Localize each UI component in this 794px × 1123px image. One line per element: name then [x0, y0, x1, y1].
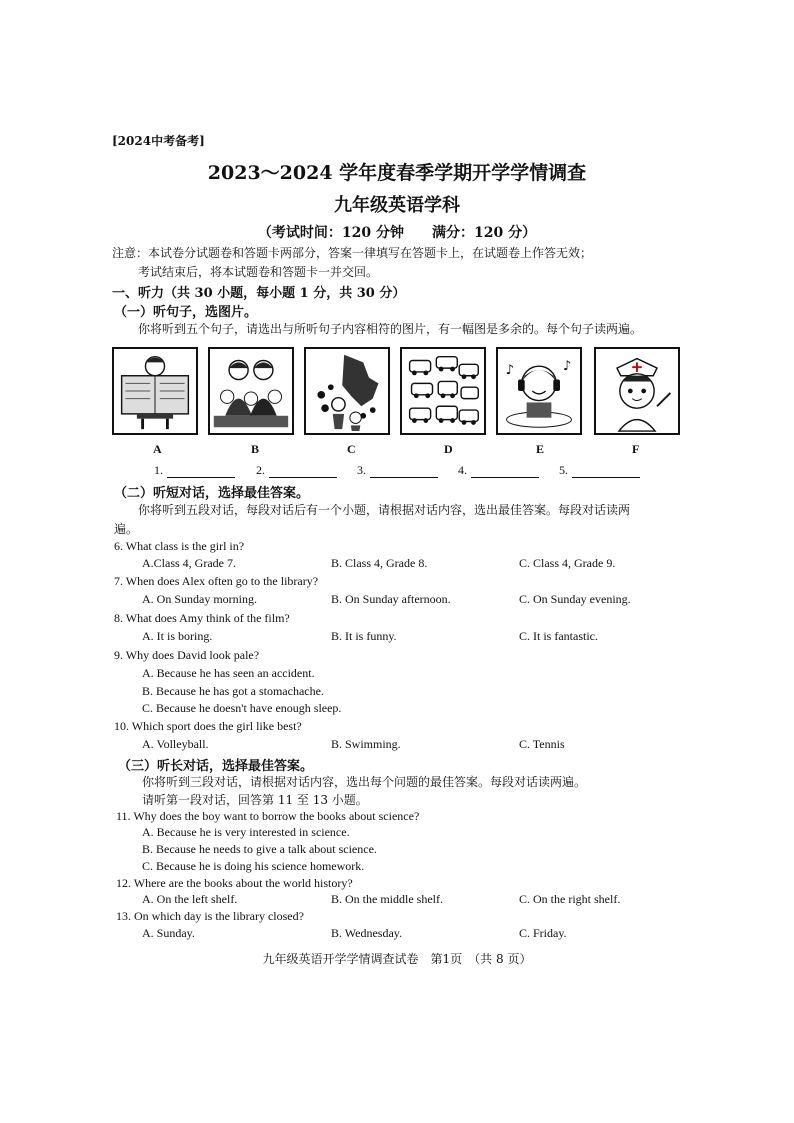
q6-option-a[interactable]: A.Class 4, Grade 7. — [142, 556, 236, 570]
picture-a — [112, 347, 198, 435]
section1-instruction: 你将听到五个句子，请选出与所听句子内容相符的图片，有一幅图是多余的。每个句子读两遍。 — [138, 322, 643, 336]
man-reading-newspaper-icon — [114, 349, 196, 433]
q6-option-b[interactable]: B. Class 4, Grade 8. — [331, 556, 428, 570]
section2-instruction-2: 遍。 — [114, 522, 139, 536]
question-10: 10. Which sport does the girl like best? — [114, 719, 302, 733]
picture-label-e: E — [536, 442, 545, 456]
q11-option-b[interactable]: B. Because he needs to give a talk about science. — [142, 842, 377, 856]
question-7: 7. When does Alex often go to the library? — [114, 574, 319, 588]
picture-label-c: C — [347, 442, 356, 456]
picture-row — [112, 347, 682, 437]
section1-heading: （一）听句子，选图片。 — [114, 305, 258, 320]
exam-tag: [2024中考备考] — [112, 134, 205, 148]
page-footer: 九年级英语开学学情调查试卷 第1页 （共 8 页） — [262, 952, 532, 966]
question-6: 6. What class is the girl in? — [114, 539, 245, 553]
part1-heading: 一、听力（共 30 小题，每小题 1 分，共 30 分） — [112, 286, 406, 301]
answer-blank-4[interactable]: 4. — [458, 463, 539, 478]
picture-e — [496, 347, 582, 435]
q11-option-a[interactable]: A. Because he is very interested in science. — [142, 825, 350, 839]
q6-option-c[interactable]: C. Class 4, Grade 9. — [519, 556, 616, 570]
picture-d — [400, 347, 486, 435]
q8-option-b[interactable]: B. It is funny. — [331, 629, 397, 643]
festival-crowd-icon — [306, 349, 388, 433]
q9-option-b[interactable]: B. Because he has got a stomachache. — [142, 684, 324, 698]
answer-blank-2[interactable]: 2. — [256, 463, 337, 478]
q11-option-c[interactable]: C. Because he is doing his science homework. — [142, 859, 365, 873]
q12-option-b[interactable]: B. On the middle shelf. — [331, 892, 443, 906]
picture-label-a: A — [153, 442, 162, 456]
question-8: 8. What does Amy think of the film? — [114, 611, 290, 625]
picture-f — [594, 347, 680, 435]
page-title: 2023～2024 学年度春季学期开学学情调查 — [207, 162, 587, 184]
question-9: 9. Why does David look pale? — [114, 648, 260, 662]
q9-option-a[interactable]: A. Because he has seen an accident. — [142, 666, 315, 680]
q12-option-c[interactable]: C. On the right shelf. — [519, 892, 621, 906]
q10-option-b[interactable]: B. Swimming. — [331, 737, 401, 751]
q7-option-c[interactable]: C. On Sunday evening. — [519, 592, 631, 606]
q13-option-b[interactable]: B. Wednesday. — [331, 926, 403, 940]
q12-option-a[interactable]: A. On the left shelf. — [142, 892, 238, 906]
toy-cars-icon — [402, 349, 484, 433]
answer-blank-3[interactable]: 3. — [357, 463, 438, 478]
notice-line-1: 注意：本试卷分试题卷和答题卡两部分，答案一律填写在答题卡上，在试题卷上作答无效； — [112, 246, 593, 260]
answer-blank-1[interactable]: 1. — [154, 463, 235, 478]
question-11: 11. Why does the boy want to borrow the books about science? — [116, 809, 420, 823]
answer-blank-5[interactable]: 5. — [559, 463, 640, 478]
question-13: 13. On which day is the library closed? — [116, 909, 304, 923]
q7-option-a[interactable]: A. On Sunday morning. — [142, 592, 257, 606]
q10-option-a[interactable]: A. Volleyball. — [142, 737, 209, 751]
subject-title: 九年级英语学科 — [334, 195, 460, 216]
svg-text:♪: ♪ — [562, 359, 572, 375]
notice-line-2: 考试结束后，将本试题卷和答题卡一并交回。 — [138, 265, 379, 279]
exam-time-info: （考试时间：120 分钟 满分：120 分） — [257, 225, 537, 241]
picture-b — [208, 347, 294, 435]
q7-option-b[interactable]: B. On Sunday afternoon. — [331, 592, 451, 606]
section3-instruction-2: 请听第一段对话，回答第 11 至 13 小题。 — [142, 793, 368, 807]
q8-option-c[interactable]: C. It is fantastic. — [519, 629, 598, 643]
q13-option-c[interactable]: C. Friday. — [519, 926, 567, 940]
question-12: 12. Where are the books about the world history? — [116, 876, 353, 890]
section2-heading: （二）听短对话，选择最佳答案。 — [114, 486, 310, 501]
q9-option-c[interactable]: C. Because he doesn't have enough sleep. — [142, 701, 342, 715]
q13-option-a[interactable]: A. Sunday. — [142, 926, 195, 940]
q8-option-a[interactable]: A. It is boring. — [142, 629, 213, 643]
picture-label-b: B — [251, 442, 260, 456]
q10-option-c[interactable]: C. Tennis — [519, 737, 565, 751]
girl-listening-music-icon — [498, 349, 580, 433]
section3-instruction-1: 你将听到三段对话，请根据对话内容，选出每个问题的最佳答案。每段对话读两遍。 — [142, 775, 587, 789]
picture-label-d: D — [444, 442, 453, 456]
picture-c — [304, 347, 390, 435]
svg-text:♪: ♪ — [505, 362, 515, 378]
section3-heading: （三）听长对话，选择最佳答案。 — [118, 759, 314, 774]
nurse-icon — [596, 349, 678, 433]
section2-instruction-1: 你将听到五段对话，每段对话后有一个小题，请根据对话内容，选出最佳答案。每段对话读两 — [138, 503, 631, 517]
family-group-icon — [210, 349, 292, 433]
picture-label-f: F — [632, 442, 640, 456]
